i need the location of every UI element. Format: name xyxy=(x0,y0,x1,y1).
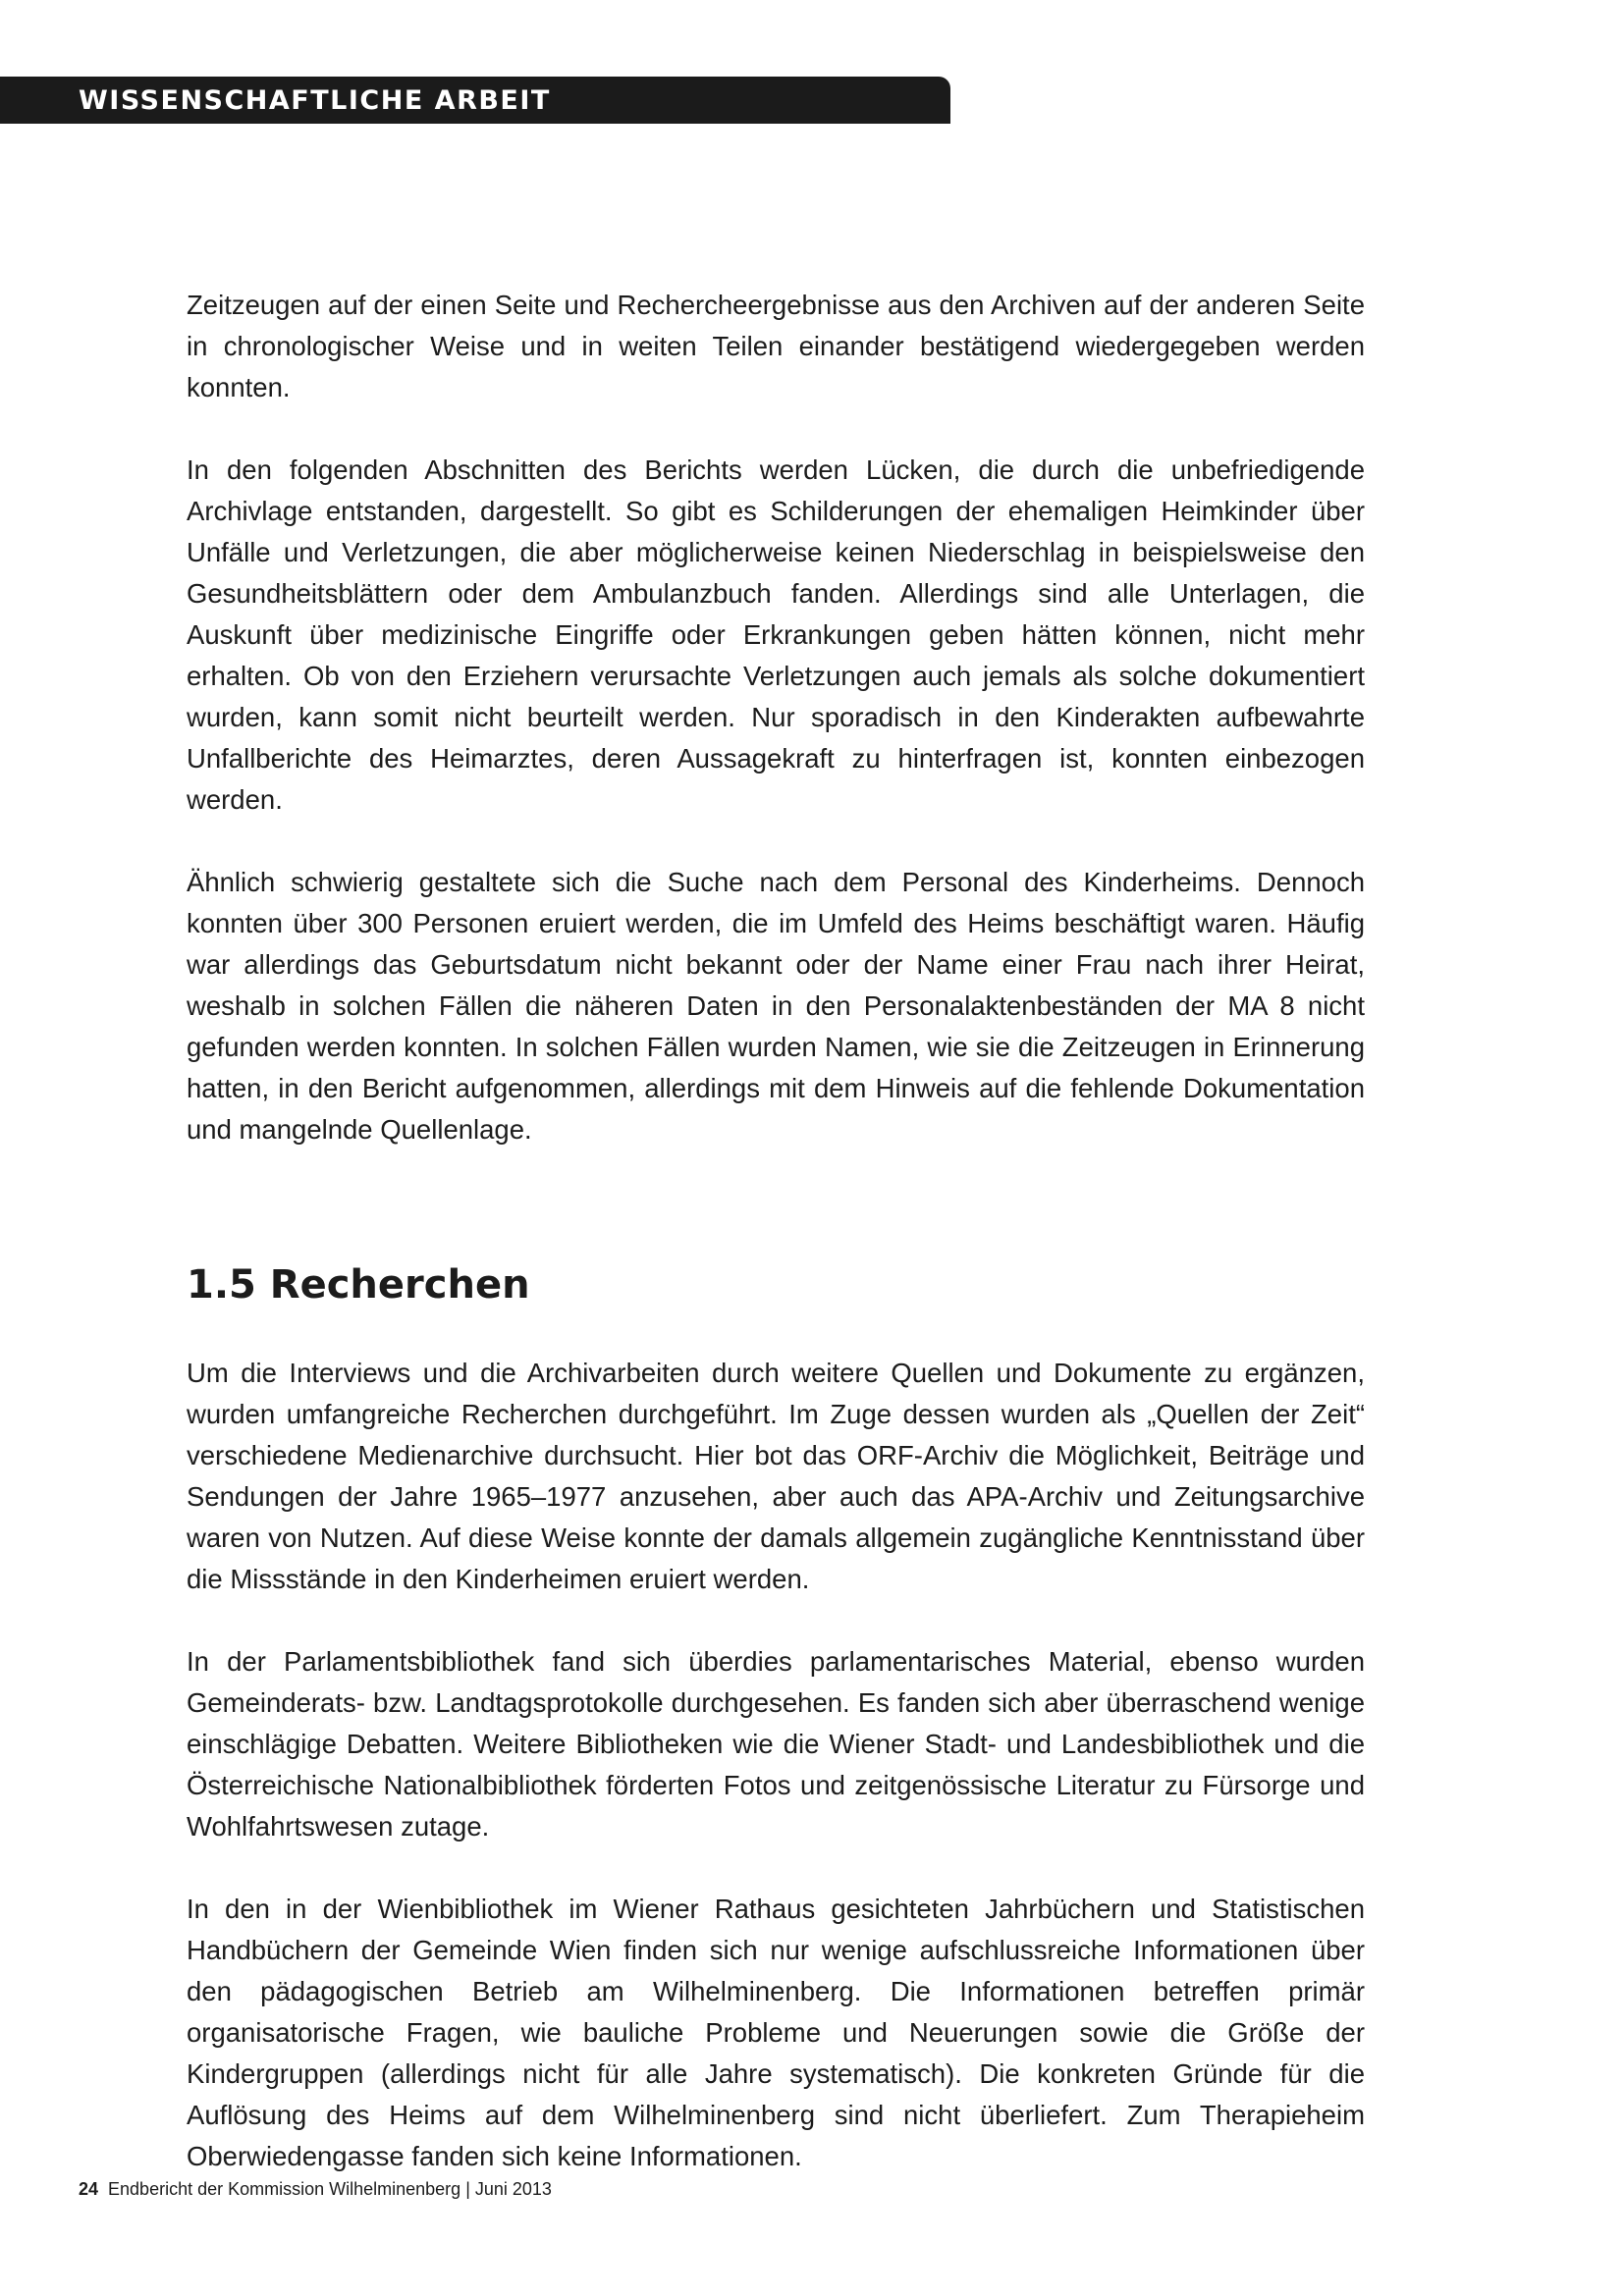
paragraph: In der Parlamentsbibliothek fand sich überdies parlamentarisches Material, ebenso wurden Gemeinderats- bzw. Landtagsprotokolle durchgesehen. Es fanden sich aber überraschend wenige einschlägige Debatten. Weitere Bibliotheken wie die Wiener Stadt- und Landesbibliothek und die Österreichische Nationalbibliothek förderten Fotos und zeitgenössische Literatur zu Fürsorge und Wohlfahrtswesen zutage. xyxy=(187,1646,1365,1842)
footer-text: Endbericht der Kommission Wilhelminenberg | Juni 2013 xyxy=(108,2179,552,2199)
paragraph: In den in der Wienbibliothek im Wiener Rathaus gesichteten Jahrbüchern und Statistischen Handbüchern der Gemeinde Wien finden sich nur wenige aufschlussreiche Informationen über den pädagogischen Betrieb am Wilhelminenberg. Die Informationen betreffen primär organisatorische Fragen, wie bauliche Probleme und Neuerungen sowie die Größe der Kindergruppen (allerdings nicht für alle Jahre systematisch). Die konkreten Gründe für die Auflösung des Heims auf dem Wilhelminenberg sind nicht überliefert. Zum Therapieheim Oberwiedengasse fanden sich keine Informationen. xyxy=(187,1894,1365,2171)
section-label: WISSENSCHAFTLICHE ARBEIT xyxy=(79,84,551,116)
section-heading: 1.5 Recherchen xyxy=(187,1262,530,1308)
section-header-bar xyxy=(0,77,950,124)
page-number: 24 xyxy=(79,2179,99,2199)
page-footer xyxy=(79,2179,552,2200)
paragraph: Ähnlich schwierig gestaltete sich die Suche nach dem Personal des Kinderheims. Dennoch konnten über 300 Personen eruiert werden, die im Umfeld des Heims beschäftigt waren. Häufig war allerdings das Geburtsdatum nicht bekannt oder der Name einer Frau nach ihrer Heirat, weshalb in solchen Fällen die näheren Daten in den Personalaktenbeständen der MA 8 nicht gefunden werden konnten. In solchen Fällen wurden Namen, wie sie die Zeitzeugen in Erinnerung hatten, in den Bericht aufgenommen, allerdings mit dem Hinweis auf die fehlende Dokumentation und mangelnde Quellenlage. xyxy=(187,867,1365,1145)
main-content xyxy=(187,285,1365,2177)
paragraph: Um die Interviews und die Archivarbeiten durch weitere Quellen und Dokumente zu ergänzen, wurden umfangreiche Recherchen durchgeführt. Im Zuge dessen wurden als „Quellen der Zeit“ verschiedene Medienarchive durchsucht. Hier bot das ORF-Archiv die Möglichkeit, Beiträge und Sendungen der Jahre 1965–1977 anzusehen, aber auch das APA-Archiv und Zeitungsarchive waren von Nutzen. Auf diese Weise konnte der damals allgemein zugängliche Kenntnisstand über die Missstände in den Kinderheimen eruiert werden. xyxy=(187,1358,1365,1594)
paragraph: In den folgenden Abschnitten des Berichts werden Lücken, die durch die unbefriedigende Archivlage entstanden, dargestellt. So gibt es Schilderungen der ehemaligen Heimkinder über Unfälle und Verletzungen, die aber möglicherweise keinen Niederschlag in beispielsweise den Gesundheitsblättern oder dem Ambulanzbuch fanden. Allerdings sind alle Unterlagen, die Auskunft über medizinische Eingriffe oder Erkrankungen geben hätten können, nicht mehr erhalten. Ob von den Erziehern verursachte Verletzungen auch jemals als solche dokumentiert wurden, kann somit nicht beurteilt werden. Nur sporadisch in den Kinderakten aufbewahrte Unfallberichte des Heimarztes, deren Aussagekraft zu hinterfragen ist, konnten einbezogen werden. xyxy=(187,454,1365,815)
paragraph: Zeitzeugen auf der einen Seite und Rechercheergebnisse aus den Archiven auf der anderen Seite in chronologischer Weise und in weiten Teilen einander bestätigend wiedergegeben werden konnten. xyxy=(187,290,1365,402)
